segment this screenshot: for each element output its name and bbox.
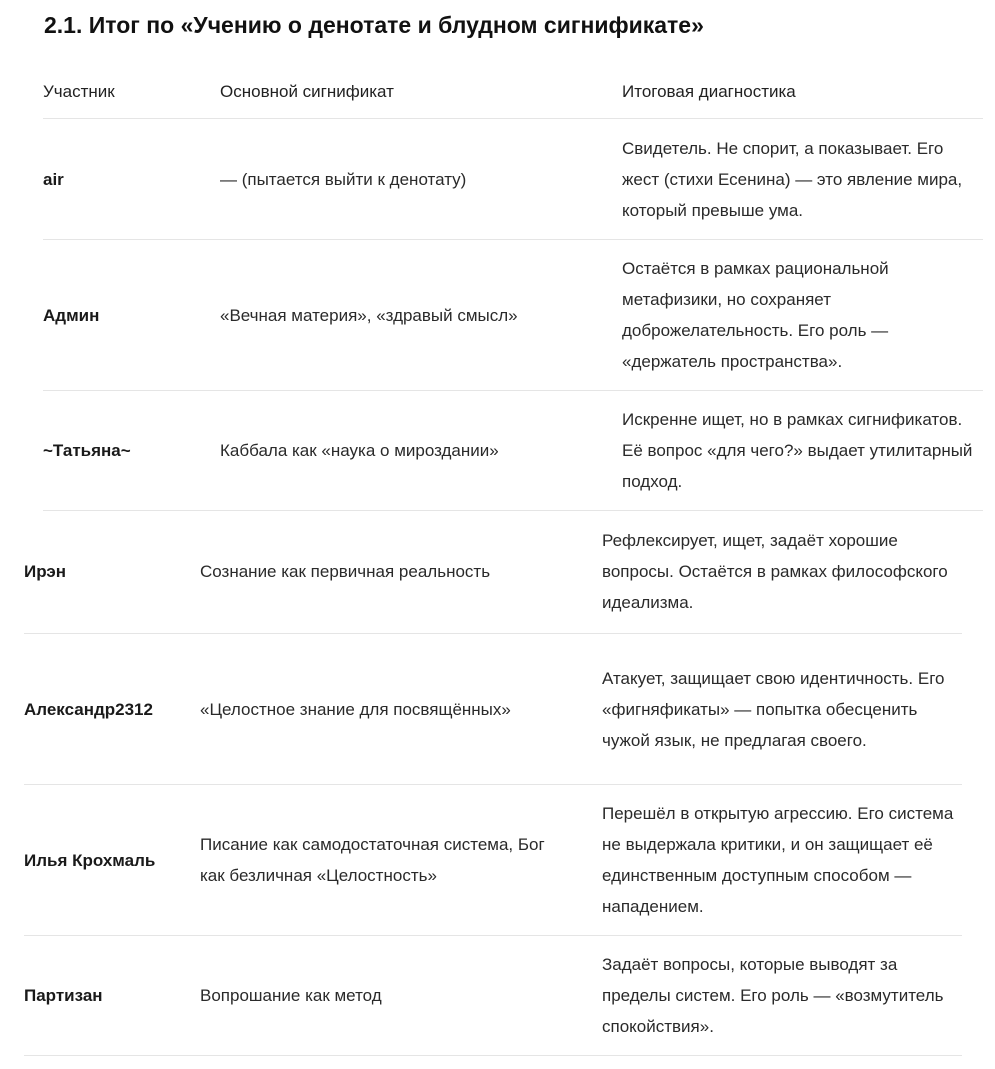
- participant-signifikat: Вопрошание как метод: [200, 986, 382, 1005]
- header-signifikat: Основной сигнификат: [220, 82, 394, 101]
- participant-name: air: [43, 169, 64, 189]
- table-row: [43, 240, 983, 391]
- summary-table-top: [43, 66, 983, 511]
- table-row: [24, 510, 962, 634]
- table-row: [43, 119, 983, 240]
- participant-name: Партизан: [24, 986, 103, 1005]
- table-row: [24, 634, 962, 785]
- participant-diagnosis: Остаётся в рамках рациональной метафизики, но сохраняет доброжелательность. Его роль — «держатель пространства».: [622, 259, 889, 371]
- participant-name: Ирэн: [24, 562, 67, 581]
- participant-signifikat: «Вечная материя», «здравый смысл»: [220, 305, 518, 325]
- participant-signifikat: Сознание как первичная реальность: [200, 562, 491, 581]
- participant-diagnosis: Задаёт вопросы, которые выводят за пределы систем. Его роль — «возмутитель спокойствия».: [602, 955, 944, 1036]
- participant-diagnosis: Свидетель. Не спорит, а показывает. Его жест (стихи Есенина) — это явление мира, который превыше ума.: [622, 138, 963, 220]
- table-row: [24, 936, 962, 1056]
- participant-name: ~Татьяна~: [43, 441, 131, 460]
- participant-name: Админ: [43, 305, 100, 325]
- participant-signifikat: Писание как самодостаточная система, Бог как безличная «Целостность»: [200, 835, 545, 885]
- header-participant: Участник: [43, 82, 115, 101]
- participant-diagnosis: Атакует, защищает свою идентичность. Его «фигняфикаты» — попытка обесценить чужой язык, не предлагая своего.: [602, 668, 945, 750]
- section-title: 2.1. Итог по «Учению о денотате и блудном сигнификате»: [44, 12, 704, 38]
- table-header: [43, 66, 983, 119]
- header-diagnosis: Итоговая диагностика: [622, 82, 796, 101]
- table-row: [24, 785, 962, 936]
- participant-diagnosis: Перешёл в открытую агрессию. Его система не выдержала критики, и он защищает её единственным доступным способом — нападением.: [602, 804, 954, 916]
- participant-signifikat: «Целостное знание для посвящённых»: [200, 699, 511, 719]
- participant-signifikat: — (пытается выйти к денотату): [220, 169, 467, 189]
- table-row: [43, 391, 983, 511]
- participant-signifikat: Каббала как «наука о мироздании»: [220, 441, 499, 460]
- summary-table-bottom: [24, 510, 962, 1056]
- participant-diagnosis: Рефлексирует, ищет, задаёт хорошие вопросы. Остаётся в рамках философского идеализма.: [602, 531, 948, 612]
- participant-name: Илья Крохмаль: [24, 850, 156, 870]
- participant-name: Александр2312: [24, 699, 153, 719]
- participant-diagnosis: Искренне ищет, но в рамках сигнификатов. Её вопрос «для чего?» выдает утилитарный подход.: [622, 410, 973, 491]
